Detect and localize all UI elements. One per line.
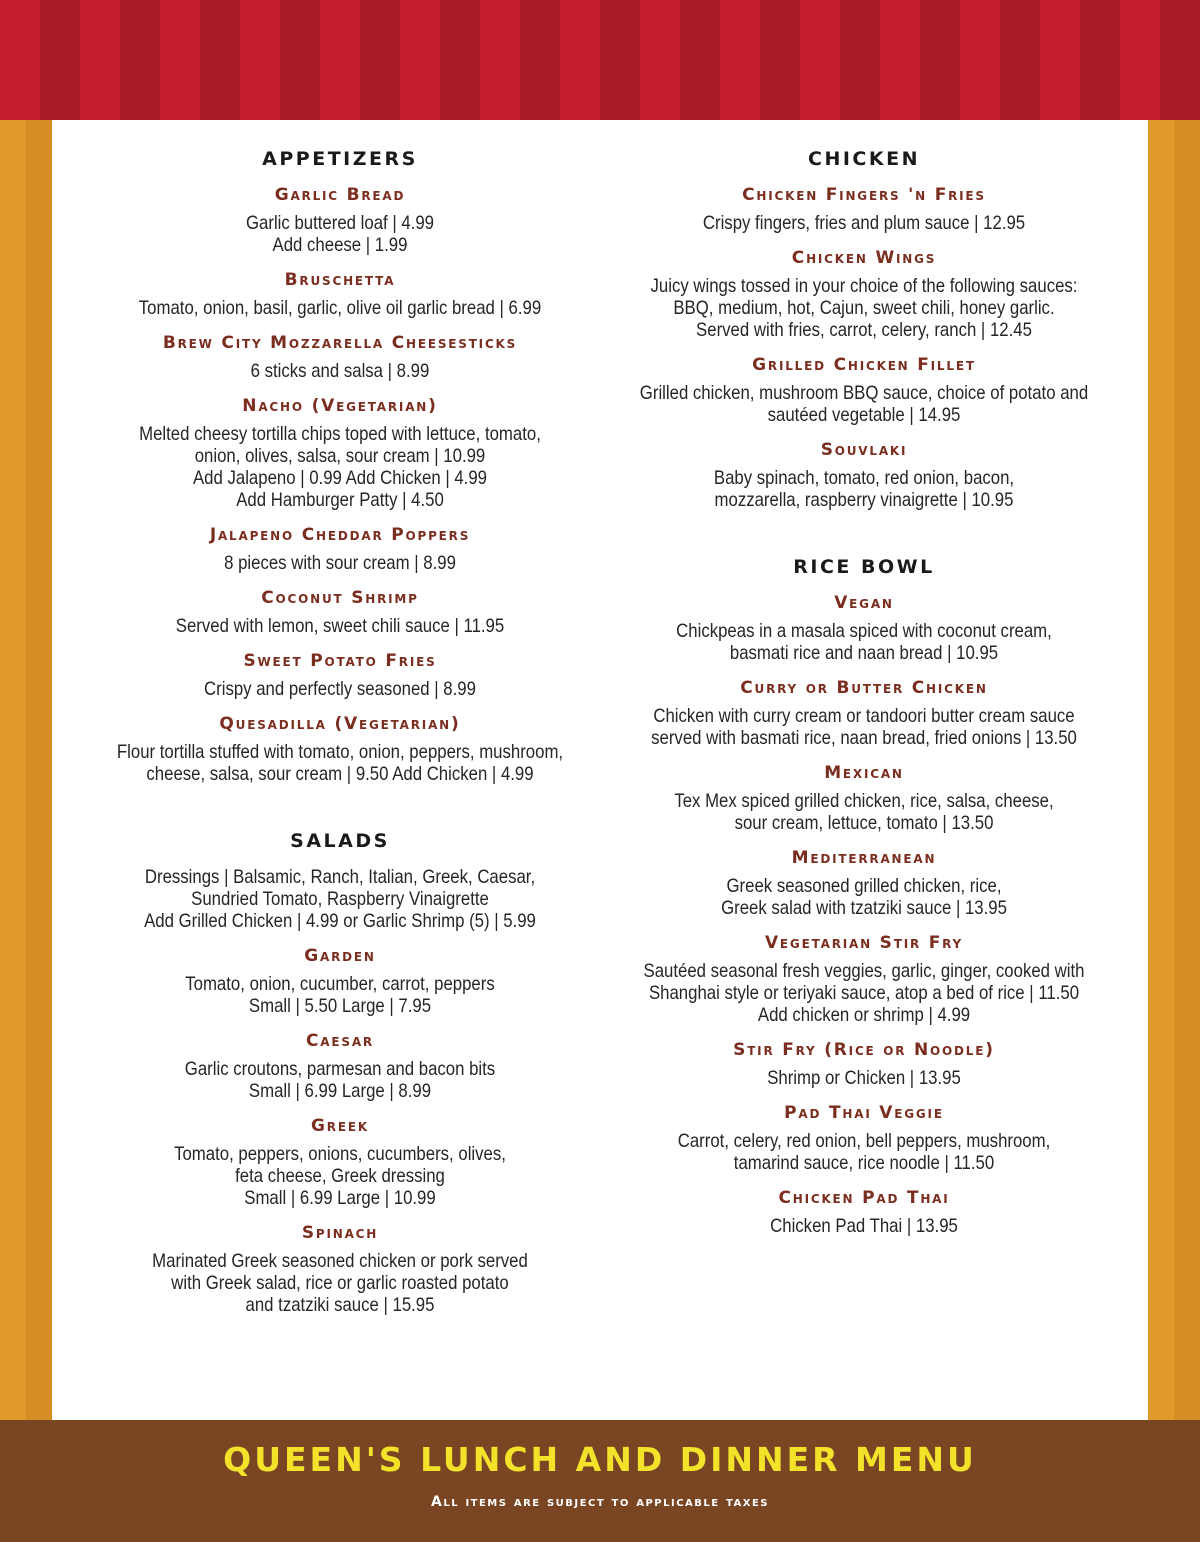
menu-item-desc-line: Shrimp or Chicken | 13.95 [767,1067,961,1089]
menu-item-desc-line: Sundried Tomato, Raspberry Vinaigrette [191,888,489,910]
menu-item-desc-line: mozzarella, raspberry vinaigrette | 10.95 [714,489,1014,511]
menu-item [60,395,620,511]
menu-item [584,847,1144,919]
menu-item-desc-line: Small | 6.99 Large | 8.99 [248,1080,432,1102]
menu-item-name: Bruschetta [284,270,396,290]
menu-item-name: Garlic Bread [274,185,406,205]
menu-item-desc-line: Add Jalapeno | 0.99 Add Chicken | 4.99 [192,467,488,489]
menu-item [584,184,1144,234]
top-decorative-band [0,0,1200,120]
menu-item-name: Spinach [301,1223,379,1243]
menu-item-desc-line: Juicy wings tossed in your choice of the following sauces: [650,275,1078,297]
menu-item [584,677,1144,749]
menu-item-name: Chicken Pad Thai [778,1188,950,1208]
menu-item-desc-line: Dressings | Balsamic, Ranch, Italian, Greek, Caesar, [144,866,536,888]
menu-item-name: Mediterranean [791,848,937,868]
menu-item-desc-line: Garlic croutons, parmesan and bacon bits [184,1058,496,1080]
footer-banner [0,1420,1200,1542]
menu-item-desc-line: Sautéed seasonal fresh veggies, garlic, ginger, cooked with [643,960,1085,982]
menu-page [52,120,1148,1420]
menu-item [60,1115,620,1209]
menu-item-name: Chicken Wings [791,248,937,268]
menu-item-name: Brew City Mozzarella Cheesesticks [162,333,518,353]
menu-item-desc-line: Chicken with curry cream or tandoori butter cream sauce [653,705,1075,727]
menu-item [584,932,1144,1026]
menu-item-desc-line: and tzatziki sauce | 15.95 [245,1294,435,1316]
menu-item [584,592,1144,664]
menu-item [584,354,1144,426]
menu-item-desc-line: Served with lemon, sweet chili sauce | 11.95 [175,615,505,637]
menu-item-desc-line: Crispy and perfectly seasoned | 8.99 [204,678,476,700]
menu-item [60,1030,620,1102]
menu-item [60,524,620,574]
menu-item [584,1039,1144,1089]
menu-item-name: Mexican [824,763,904,783]
appetizers-section [60,146,620,785]
menu-item [584,1187,1144,1237]
menu-item-desc-line: Carrot, celery, red onion, bell peppers, mushroom, [677,1130,1051,1152]
menu-item [584,762,1144,834]
menu-item-desc-line: Crispy fingers, fries and plum sauce | 12.95 [702,212,1026,234]
menu-item-desc-line: Chickpeas in a masala spiced with coconut cream, [676,620,1052,642]
section-title-appetizers: APPETIZERS [262,148,418,170]
menu-item-desc-line: Baby spinach, tomato, red onion, bacon, [713,467,1015,489]
section-title-salads: SALADS [290,830,390,852]
menu-item-desc-line: Garlic buttered loaf | 4.99 [245,212,434,234]
salads-intro [60,866,620,932]
section-title-chicken: CHICKEN [808,148,920,170]
menu-item-desc-line: Add cheese | 1.99 [272,234,408,256]
menu-item-name: Pad Thai Veggie [784,1103,944,1123]
menu-item-name: Stir Fry (Rice or Noodle) [733,1040,995,1060]
menu-item [60,945,620,1017]
menu-item-desc-line: Flour tortilla stuffed with tomato, onion, peppers, mushroom, [116,741,564,763]
menu-item-name: Grilled Chicken Fillet [752,355,976,375]
menu-item-name: Jalapeno Cheddar Poppers [209,525,471,545]
tax-notice: All items are subject to applicable taxes [430,1494,770,1510]
menu-item [60,587,620,637]
salads-section [60,828,620,1316]
menu-item-name: Souvlaki [820,440,908,460]
menu-item [584,439,1144,511]
menu-item [60,650,620,700]
menu-item-name: Vegetarian Stir Fry [764,933,964,953]
menu-item-desc-line: sour cream, lettuce, tomato | 13.50 [734,812,994,834]
menu-item-desc-line: Add Hamburger Patty | 4.50 [236,489,444,511]
menu-item-desc-line: Grilled chicken, mushroom BBQ sauce, choice of potato and [639,382,1089,404]
menu-item [60,332,620,382]
menu-item-desc-line: Shanghai style or teriyaki sauce, atop a bed of rice | 11.50 [648,982,1080,1004]
menu-item-desc-line: basmati rice and naan bread | 10.95 [729,642,999,664]
menu-item-name: Vegan [834,593,894,613]
menu-item-desc-line: with Greek salad, rice or garlic roasted potato [171,1272,509,1294]
left-column [60,146,620,1329]
menu-item-desc-line: feta cheese, Greek dressing [235,1165,445,1187]
menu-item-desc-line: Greek salad with tzatziki sauce | 13.95 [721,897,1007,919]
right-column [584,146,1144,1250]
menu-item-desc-line: 8 pieces with sour cream | 8.99 [224,552,456,574]
menu-item-desc-line: onion, olives, salsa, sour cream | 10.99 [194,445,486,467]
rice-bowl-section [584,554,1144,1237]
menu-item-desc-line: 6 sticks and salsa | 8.99 [250,360,430,382]
menu-title: QUEEN'S LUNCH AND DINNER MENU [223,1440,977,1479]
menu-item-desc-line: Small | 6.99 Large | 10.99 [244,1187,436,1209]
right-decorative-border [1148,120,1200,1420]
menu-item-desc-line: served with basmati rice, naan bread, fried onions | 13.50 [651,727,1077,749]
menu-item-name: Sweet Potato Fries [243,651,437,671]
menu-item-name: Quesadilla (Vegetarian) [219,714,461,734]
menu-item-desc-line: Greek seasoned grilled chicken, rice, [726,875,1002,897]
menu-item-desc-line: Tomato, onion, basil, garlic, olive oil garlic bread | 6.99 [138,297,542,319]
menu-item-desc-line: Chicken Pad Thai | 13.95 [770,1215,958,1237]
menu-item [60,1222,620,1316]
left-decorative-border [0,120,52,1420]
menu-item [60,713,620,785]
menu-item [60,269,620,319]
menu-item-desc-line: Melted cheesy tortilla chips toped with lettuce, tomato, [139,423,541,445]
menu-item-desc-line: Tomato, onion, cucumber, carrot, peppers [185,973,495,995]
menu-item-desc-line: Small | 5.50 Large | 7.95 [248,995,432,1017]
menu-item-name: Caesar [306,1031,374,1051]
menu-item-desc-line: Served with fries, carrot, celery, ranch | 12.45 [696,319,1032,341]
menu-item-desc-line: Add Grilled Chicken | 4.99 or Garlic Shrimp (5) | 5.99 [144,910,536,932]
menu-item-desc-line: Tomato, peppers, onions, cucumbers, olives, [174,1143,506,1165]
chicken-section [584,146,1144,511]
menu-item-name: Chicken Fingers 'n Fries [742,185,986,205]
menu-item-desc-line: sautéed vegetable | 14.95 [767,404,961,426]
menu-item-desc-line: Marinated Greek seasoned chicken or pork served [152,1250,528,1272]
section-title-rice-bowl: RICE BOWL [793,556,935,578]
menu-item-desc-line: tamarind sauce, rice noodle | 11.50 [733,1152,995,1174]
menu-item-name: Greek [311,1116,369,1136]
menu-item-name: Garden [304,946,376,966]
menu-item-desc-line: cheese, salsa, sour cream | 9.50 Add Chicken | 4.99 [146,763,534,785]
menu-item-desc-line: Tex Mex spiced grilled chicken, rice, salsa, cheese, [674,790,1054,812]
menu-item-name: Nacho (Vegetarian) [242,396,438,416]
menu-item [60,184,620,256]
menu-item-desc-line: BBQ, medium, hot, Cajun, sweet chili, honey garlic. [673,297,1055,319]
menu-item-name: Coconut Shrimp [261,588,419,608]
menu-item-name: Curry or Butter Chicken [740,678,988,698]
menu-item [584,247,1144,341]
menu-item-desc-line: Add chicken or shrimp | 4.99 [757,1004,971,1026]
menu-item [584,1102,1144,1174]
